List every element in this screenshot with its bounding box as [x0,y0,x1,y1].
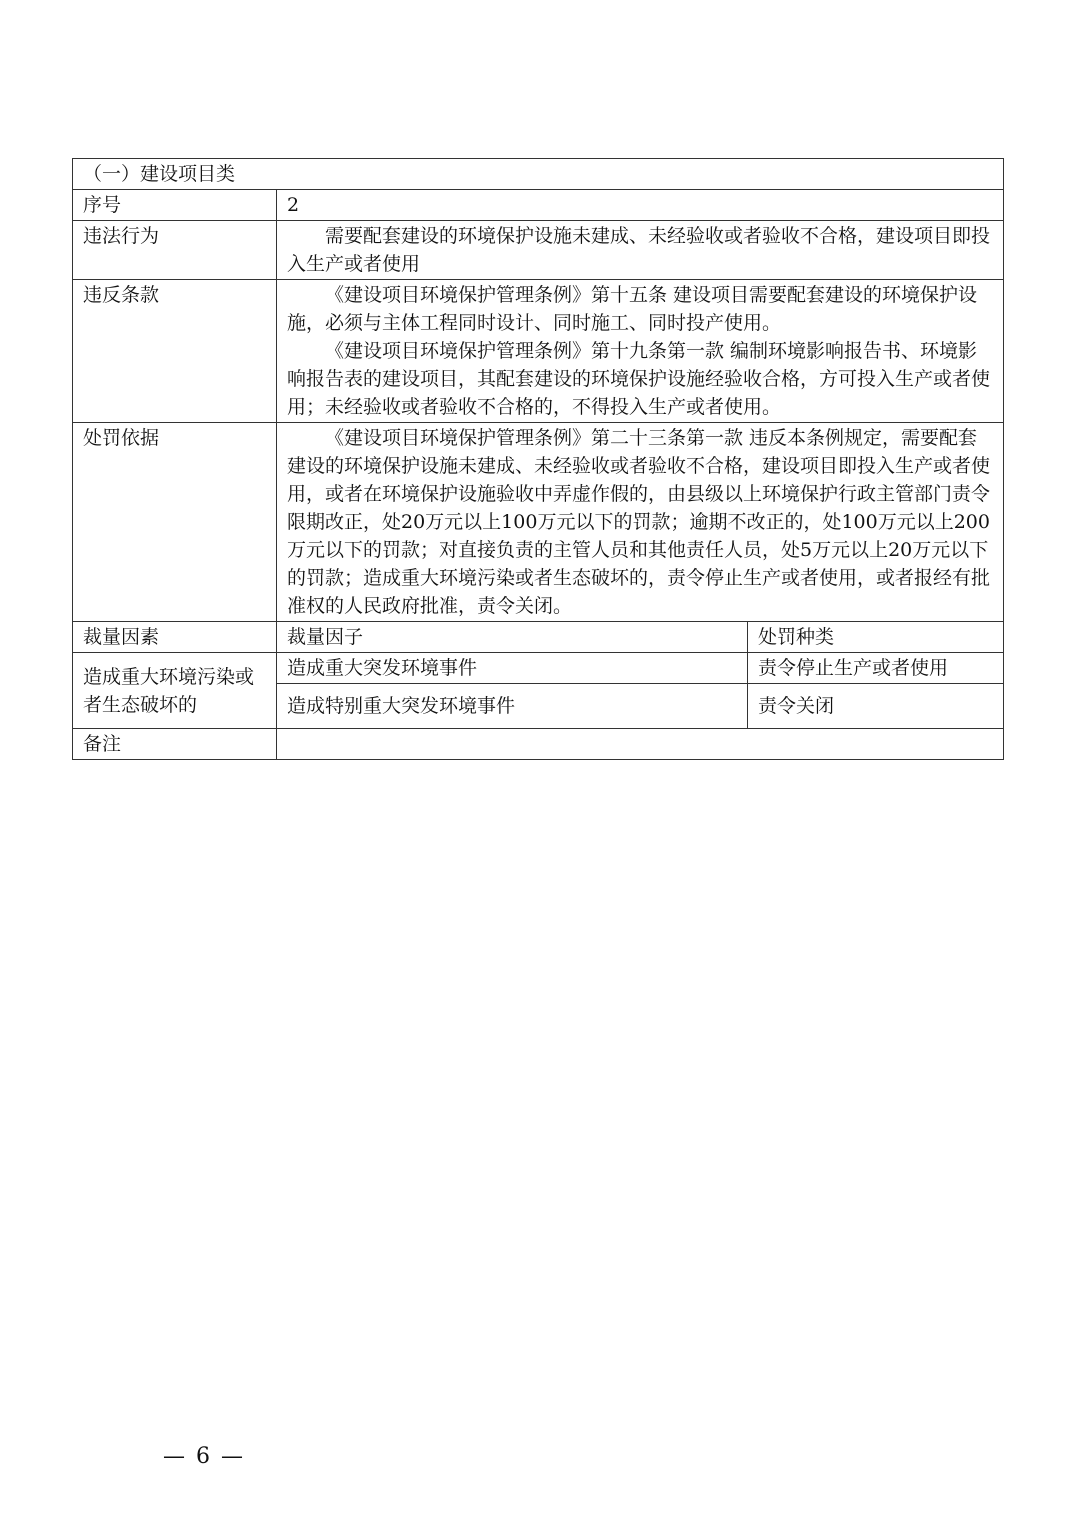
serial-value: 2 [277,190,1004,221]
discretion-subfactor: 造成特别重大突发环境事件 [277,684,748,729]
clause-paragraph: 《建设项目环境保护管理条例》第十九条第一款 编制环境影响报告书、环境影响报告表的建设项目，其配套建设的环境保护设施经验收合格，方可投入生产或者使用；未经验收或者验收不合格的，不得投入生产或者使用。 [287,340,991,418]
discretion-penalty-type: 责令关闭 [748,684,1004,729]
remarks-label: 备注 [73,729,277,760]
penalty-basis-cell [277,423,1004,622]
violation-row [73,221,1004,280]
regulation-table [72,158,1004,760]
penalty-basis-row [73,423,1004,622]
violated-clauses-label: 违反条款 [73,280,277,423]
discretion-item-row [73,653,1004,684]
discretion-penalty-header: 处罚种类 [748,622,1004,653]
discretion-factor-header: 裁量因素 [73,622,277,653]
section-title-row [73,159,1004,190]
remarks-value [277,729,1004,760]
violated-clauses-cell [277,280,1004,423]
remarks-row [73,729,1004,760]
discretion-penalty-type: 责令停止生产或者使用 [748,653,1004,684]
discretion-factor-label: 造成重大环境污染或者生态破坏的 [73,653,277,729]
clause-paragraph: 《建设项目环境保护管理条例》第十五条 建设项目需要配套建设的环境保护设施，必须与主体工程同时设计、同时施工、同时投产使用。 [287,284,978,334]
violation-text: 需要配套建设的环境保护设施未建成、未经验收或者验收不合格，建设项目即投入生产或者使用 [287,225,991,275]
discretion-subfactor-header: 裁量因子 [277,622,748,653]
violation-cell [277,221,1004,280]
serial-label: 序号 [73,190,277,221]
violated-clauses-row [73,280,1004,423]
discretion-header-row [73,622,1004,653]
page-number: — 6 — [163,1444,245,1469]
discretion-subfactor: 造成重大突发环境事件 [277,653,748,684]
violation-label: 违法行为 [73,221,277,280]
serial-row [73,190,1004,221]
section-title: （一）建设项目类 [73,159,1004,190]
penalty-basis-label: 处罚依据 [73,423,277,622]
penalty-basis-text: 《建设项目环境保护管理条例》第二十三条第一款 违反本条例规定，需要配套建设的环境保护设施未建成、未经验收或者验收不合格，建设项目即投入生产或者使用，或者在环境保护设施验收中弄虚作假的，由县级以上环境保护行政主管部门责令限期改正，处20万元以上100万元以下的罚款；逾期不改正的，处100万元以上200万元以下的罚款；对直接负责的主管人员和其他责任人员，处5万元以上20万元以下的罚款；造成重大环境污染或者生态破坏的，责令停止生产或者使用，或者报经有批准权的人民政府批准，责令关闭。 [287,427,991,617]
